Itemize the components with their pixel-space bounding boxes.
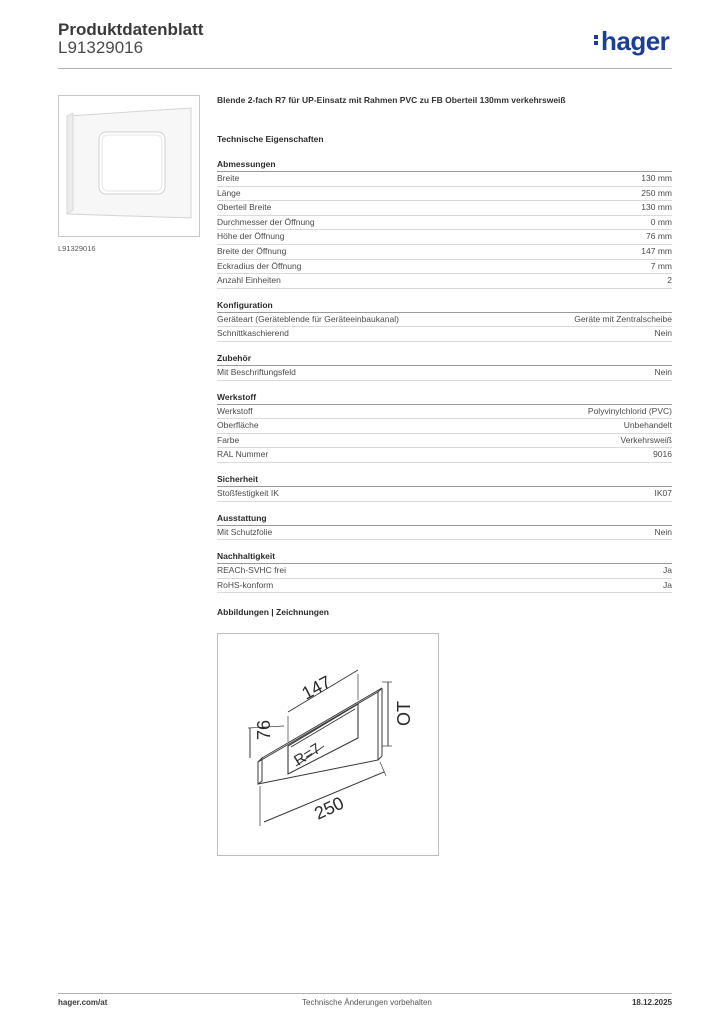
section-title: Konfiguration: [217, 299, 672, 313]
property-label: Länge: [217, 187, 241, 198]
property-label: Anzahl Einheiten: [217, 275, 281, 286]
property-row: [217, 260, 672, 275]
property-value: 0 mm: [650, 216, 672, 227]
property-label: Stoßfestigkeit IK: [217, 487, 279, 498]
property-row: [217, 313, 672, 328]
logo-dots-icon: [594, 33, 599, 47]
property-row: [217, 216, 672, 231]
property-label: Oberfläche: [217, 420, 259, 431]
product-image-icon: [59, 96, 199, 236]
property-row: [217, 526, 672, 541]
property-row: [217, 579, 672, 594]
section-title: Abmessungen: [217, 158, 672, 172]
footer-date: 18.12.2025: [631, 998, 672, 1007]
property-row: [217, 448, 672, 463]
section-nachhaltigkeit: [217, 550, 672, 593]
header-divider: [58, 68, 672, 69]
product-details: [217, 95, 672, 617]
property-label: Mit Beschriftungsfeld: [217, 366, 296, 377]
property-value: 130 mm: [641, 173, 672, 183]
property-value: 147 mm: [641, 245, 672, 256]
page-title: Produktdatenblatt: [58, 20, 204, 39]
section-konfiguration: [217, 299, 672, 342]
property-value: Ja: [663, 579, 672, 590]
property-value: Polyvinylchlorid (PVC): [587, 405, 672, 416]
property-row: [217, 434, 672, 449]
property-label: Breite: [217, 173, 240, 183]
thumbnail-caption: L91329016: [58, 244, 96, 253]
property-label: Farbe: [217, 434, 240, 445]
section-title: Sicherheit: [217, 473, 672, 487]
footer-notice: Technische Änderungen vorbehalten: [302, 998, 432, 1007]
property-sections: [217, 158, 672, 593]
property-value: Unbehandelt: [623, 420, 672, 431]
footer-website-link[interactable]: hager.com/at: [58, 998, 108, 1007]
dim-length-label: 250: [311, 792, 347, 824]
property-row: [217, 405, 672, 420]
property-label: Geräteart (Geräteblende für Geräteeinbaukanal): [217, 313, 399, 324]
property-row: [217, 419, 672, 434]
section-abmessungen: [217, 158, 672, 289]
property-row: [217, 245, 672, 260]
property-label: Eckradius der Öffnung: [217, 260, 302, 271]
product-description: Blende 2-fach R7 für UP-Einsatz mit Rahmen PVC zu FB Oberteil 130mm verkehrsweiß: [217, 95, 566, 105]
property-value: Ja: [663, 565, 672, 576]
property-value: Nein: [654, 328, 672, 339]
section-title: Werkstoff: [217, 391, 672, 405]
property-row: [217, 366, 672, 381]
property-value: Nein: [654, 366, 672, 377]
property-label: RAL Nummer: [217, 449, 269, 460]
property-label: Werkstoff: [217, 405, 253, 416]
tech-properties-title: Technische Eigenschaften: [217, 134, 324, 144]
property-label: Höhe der Öffnung: [217, 231, 285, 242]
property-value: IK07: [654, 487, 672, 498]
section-title: Zubehör: [217, 352, 672, 366]
property-row: [217, 274, 672, 289]
section-ausstattung: [217, 512, 672, 541]
property-row: [217, 564, 672, 579]
dim-width-label: 147: [298, 671, 335, 704]
property-label: REACh-SVHC frei: [217, 565, 286, 576]
property-value: 250 mm: [641, 187, 672, 198]
property-value: 9016: [653, 449, 672, 460]
logo-text: hager: [601, 26, 670, 56]
property-row: [217, 327, 672, 342]
section-title: Ausstattung: [217, 512, 672, 526]
dimension-drawing: [218, 634, 438, 855]
property-label: RoHS-konform: [217, 579, 274, 590]
property-row: [217, 230, 672, 245]
property-value: Verkehrsweiß: [620, 434, 672, 445]
section-sicherheit: [217, 473, 672, 502]
hager-logo: [594, 26, 669, 57]
product-thumbnail: [58, 95, 200, 237]
property-value: Geräte mit Zentralscheibe: [574, 313, 672, 324]
property-label: Breite der Öffnung: [217, 245, 287, 256]
property-row: [217, 487, 672, 502]
property-row: [217, 172, 672, 187]
property-row: [217, 201, 672, 216]
property-value: 2: [667, 275, 672, 286]
section-title: Nachhaltigkeit: [217, 550, 672, 564]
technical-drawing: [217, 633, 439, 856]
product-number: L91329016: [58, 38, 144, 57]
dim-height-label: 76: [254, 719, 274, 740]
property-label: Oberteil Breite: [217, 202, 272, 213]
property-label: Schnittkaschierend: [217, 328, 289, 339]
property-label: Durchmesser der Öffnung: [217, 216, 315, 227]
property-row: [217, 187, 672, 202]
footer-divider: [58, 993, 672, 994]
property-value: 130 mm: [641, 202, 672, 213]
section-zubeh-r: [217, 352, 672, 381]
property-value: 7 mm: [650, 260, 672, 271]
section-werkstoff: [217, 391, 672, 463]
figures-title: Abbildungen | Zeichnungen: [217, 607, 329, 618]
property-value: Nein: [654, 526, 672, 537]
dim-radius-label: R=7: [291, 740, 324, 770]
dim-ot-label: OT: [394, 701, 414, 726]
property-label: Mit Schutzfolie: [217, 526, 273, 537]
property-value: 76 mm: [646, 231, 672, 242]
